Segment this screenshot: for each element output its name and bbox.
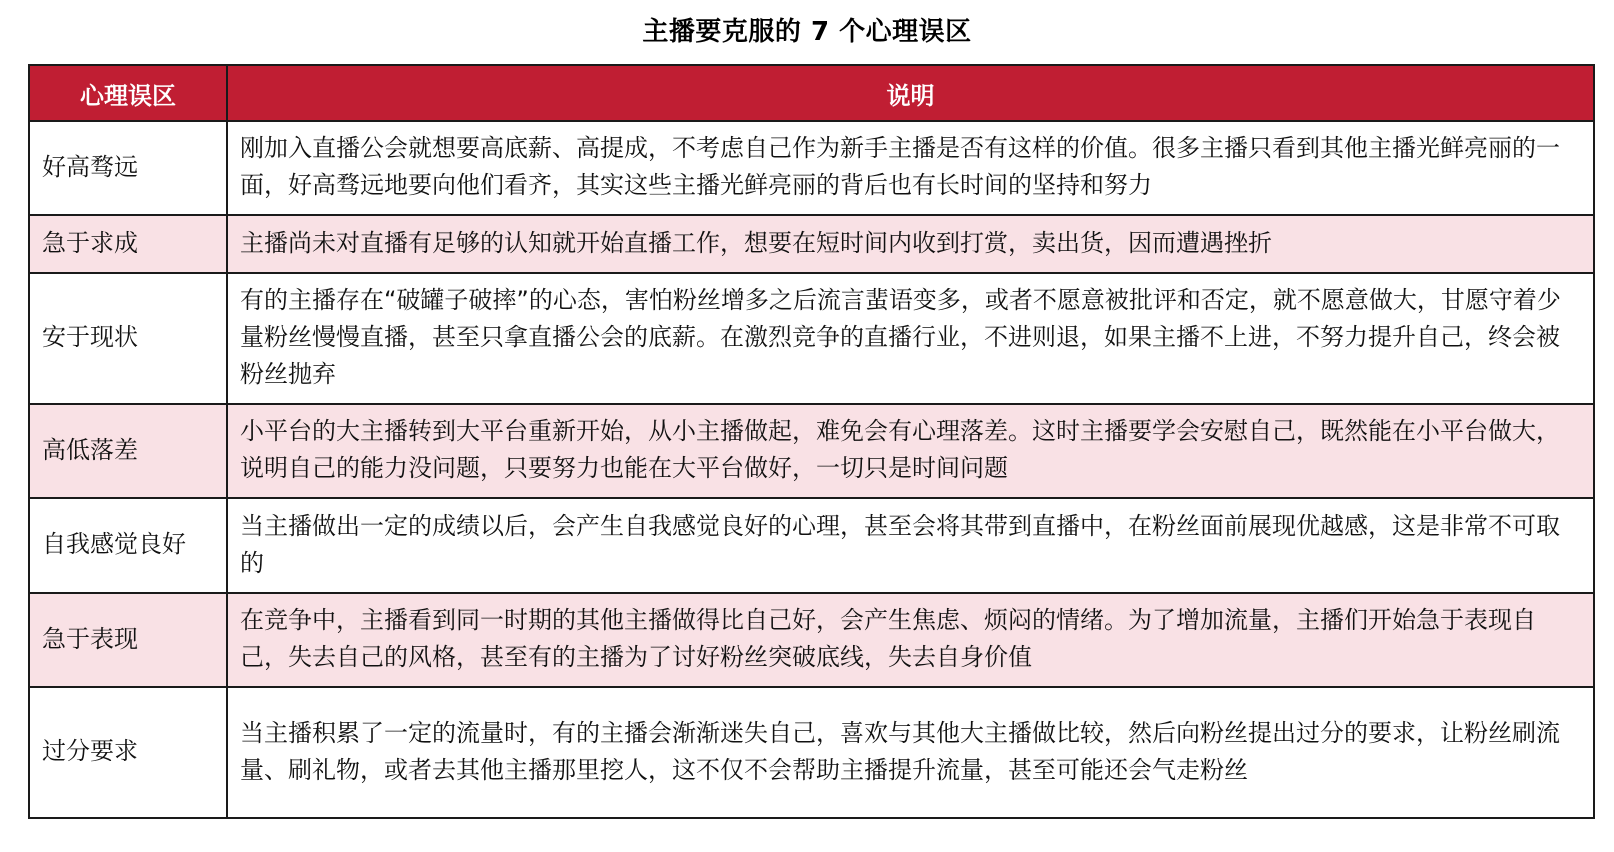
psychology-table	[28, 64, 1595, 819]
description-cell: 有的主播存在“破罐子破摔”的心态，害怕粉丝增多之后流言蜚语变多，或者不愿意被批评和否定，就不愿意做大，甘愿守着少量粉丝慢慢直播，甚至只拿直播公会的底薪。在激烈竞争的直播行业，不进则退，如果主播不上进，不努力提升自己，终会被粉丝抛弃	[227, 273, 1594, 404]
misconception-cell: 急于表现	[29, 593, 227, 687]
table-row	[29, 215, 1594, 273]
header-cell-misconception: 心理误区	[29, 65, 227, 121]
table-row	[29, 593, 1594, 687]
misconception-cell: 好高骛远	[29, 121, 227, 215]
misconception-cell: 高低落差	[29, 404, 227, 498]
description-cell: 刚加入直播公会就想要高底薪、高提成，不考虑自己作为新手主播是否有这样的价值。很多主播只看到其他主播光鲜亮丽的一面，好高骛远地要向他们看齐，其实这些主播光鲜亮丽的背后也有长时间的坚持和努力	[227, 121, 1594, 215]
description-cell: 在竞争中，主播看到同一时期的其他主播做得比自己好，会产生焦虑、烦闷的情绪。为了增加流量，主播们开始急于表现自己，失去自己的风格，甚至有的主播为了讨好粉丝突破底线，失去自身价值	[227, 593, 1594, 687]
description-cell: 主播尚未对直播有足够的认知就开始直播工作，想要在短时间内收到打赏，卖出货，因而遭遇挫折	[227, 215, 1594, 273]
table-row	[29, 498, 1594, 593]
description-cell: 当主播做出一定的成绩以后，会产生自我感觉良好的心理，甚至会将其带到直播中，在粉丝面前展现优越感，这是非常不可取的	[227, 498, 1594, 593]
misconception-cell: 自我感觉良好	[29, 498, 227, 593]
header-cell-description: 说明	[227, 65, 1594, 121]
description-cell: 当主播积累了一定的流量时，有的主播会渐渐迷失自己，喜欢与其他大主播做比较，然后向粉丝提出过分的要求，让粉丝刷流量、刷礼物，或者去其他主播那里挖人，这不仅不会帮助主播提升流量，甚至可能还会气走粉丝	[227, 687, 1594, 818]
misconception-cell: 安于现状	[29, 273, 227, 404]
table-row	[29, 121, 1594, 215]
misconception-cell: 急于求成	[29, 215, 227, 273]
header-row	[29, 65, 1594, 121]
table-row	[29, 273, 1594, 404]
table-title: 主播要克服的 7 个心理误区	[642, 17, 972, 47]
misconception-cell: 过分要求	[29, 687, 227, 818]
table-row	[29, 687, 1594, 818]
table-row	[29, 404, 1594, 498]
description-cell: 小平台的大主播转到大平台重新开始，从小主播做起，难免会有心理落差。这时主播要学会安慰自己，既然能在小平台做大，说明自己的能力没问题，只要努力也能在大平台做好，一切只是时间问题	[227, 404, 1594, 498]
